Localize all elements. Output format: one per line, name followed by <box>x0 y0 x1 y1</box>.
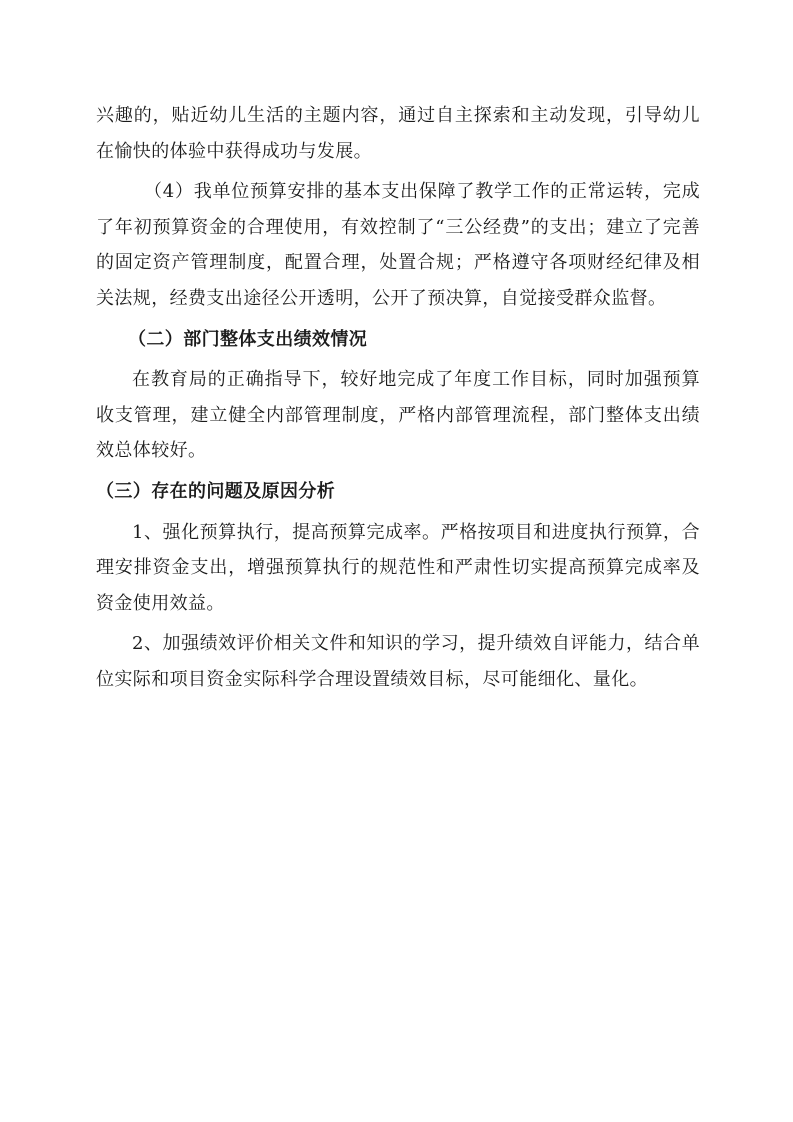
paragraph-issue-2: 2、加强绩效评价相关文件和知识的学习，提升绩效自评能力，结合单位实际和项目资金实际科学合理设置绩效目标，尽可能细化、量化。 <box>96 633 700 690</box>
paragraph-issue-1: 1、强化预算执行，提高预算完成率。严格按项目和进度执行预算，合理安排资金支出，增强预算执行的规范性和严肃性切实提高预算完成率及资金使用效益。 <box>96 521 700 614</box>
document-body <box>96 98 700 703</box>
paragraph-performance: 在教育局的正确指导下，较好地完成了年度工作目标，同时加强预算收支管理，建立健全内部管理制度，严格内部管理流程，部门整体支出绩效总体较好。 <box>96 369 700 462</box>
paragraph-item-4: （4）我单位预算安排的基本支出保障了教学工作的正常运转，完成了年初预算资金的合理使用，有效控制了“三公经费”的支出；建立了完善的固定资产管理制度，配置合理，处置合规；严格遵守各项财经纪律及相关法规，经费支出途径公开透明，公开了预决算，自觉接受群众监督。 <box>96 181 700 309</box>
section-heading-3: （三）存在的问题及原因分析 <box>96 480 336 502</box>
paragraph-continuation: 兴趣的，贴近幼儿生活的主题内容，通过自主探索和主动发现，引导幼儿在愉快的体验中获得成功与发展。 <box>96 105 700 162</box>
section-heading-2: （二）部门整体支出绩效情况 <box>128 328 368 350</box>
